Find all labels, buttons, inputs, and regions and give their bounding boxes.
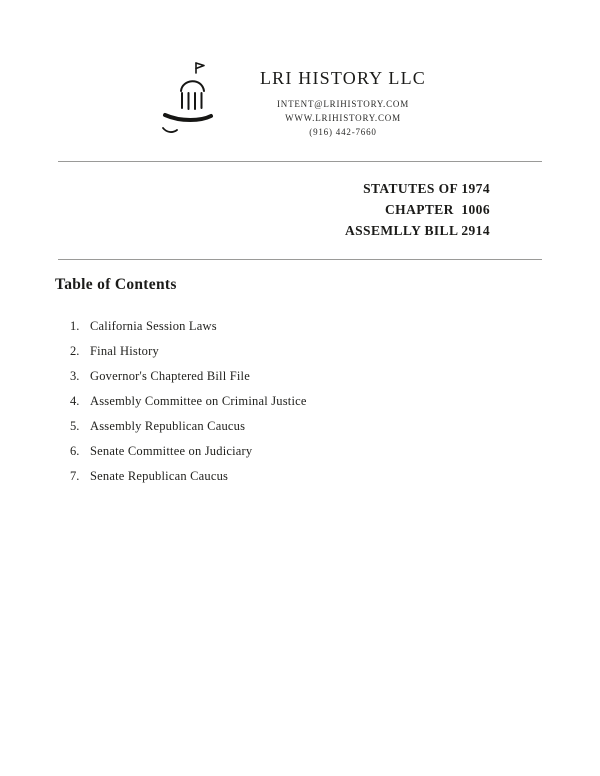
toc-item <box>70 464 600 489</box>
toc-item <box>70 414 600 439</box>
toc-item <box>70 439 600 464</box>
toc-item-label: Senate Committee on Judiciary <box>90 444 253 458</box>
toc-item-number: 5. <box>70 419 80 433</box>
divider-top <box>58 161 542 162</box>
statutes-line: STATUTES OF 1974 <box>363 181 490 196</box>
capitol-sketch-logo-icon <box>157 60 219 138</box>
toc-item-label: Senate Republican Caucus <box>90 469 229 483</box>
toc-item-label: Assembly Republican Caucus <box>90 419 246 433</box>
toc-item-label: Assembly Committee on Criminal Justice <box>90 394 307 408</box>
toc-item <box>70 314 600 339</box>
toc-item-label: Governor's Chaptered Bill File <box>90 369 250 383</box>
toc-item-label: Final History <box>90 344 159 358</box>
toc-item-number: 1. <box>70 319 80 333</box>
phone-line: (916) 442-7660 <box>309 127 377 137</box>
bill-line: ASSEMLLY BILL 2914 <box>344 223 490 238</box>
toc-item <box>70 389 600 414</box>
toc-item <box>70 339 600 364</box>
toc-item-number: 7. <box>70 469 80 483</box>
toc-item-number: 6. <box>70 444 80 458</box>
website-line: WWW.LRIHISTORY.COM <box>285 113 401 123</box>
toc-item-label: California Session Laws <box>90 319 217 333</box>
chapter-line: CHAPTER 1006 <box>385 202 490 217</box>
toc-item-number: 4. <box>70 394 80 408</box>
table-of-contents <box>0 276 600 489</box>
toc-title: Table of Contents <box>55 276 177 293</box>
letterhead <box>0 0 600 139</box>
email-line: INTENT@LRIHISTORY.COM <box>276 99 409 109</box>
divider-bottom <box>58 259 542 260</box>
toc-item-number: 2. <box>70 344 80 358</box>
toc-item-number: 3. <box>70 369 80 383</box>
letterhead-text <box>243 58 443 139</box>
company-name: LRI HISTORY LLC <box>259 68 426 88</box>
toc-list <box>55 314 600 489</box>
toc-item <box>70 364 600 389</box>
statute-identification <box>0 178 600 241</box>
